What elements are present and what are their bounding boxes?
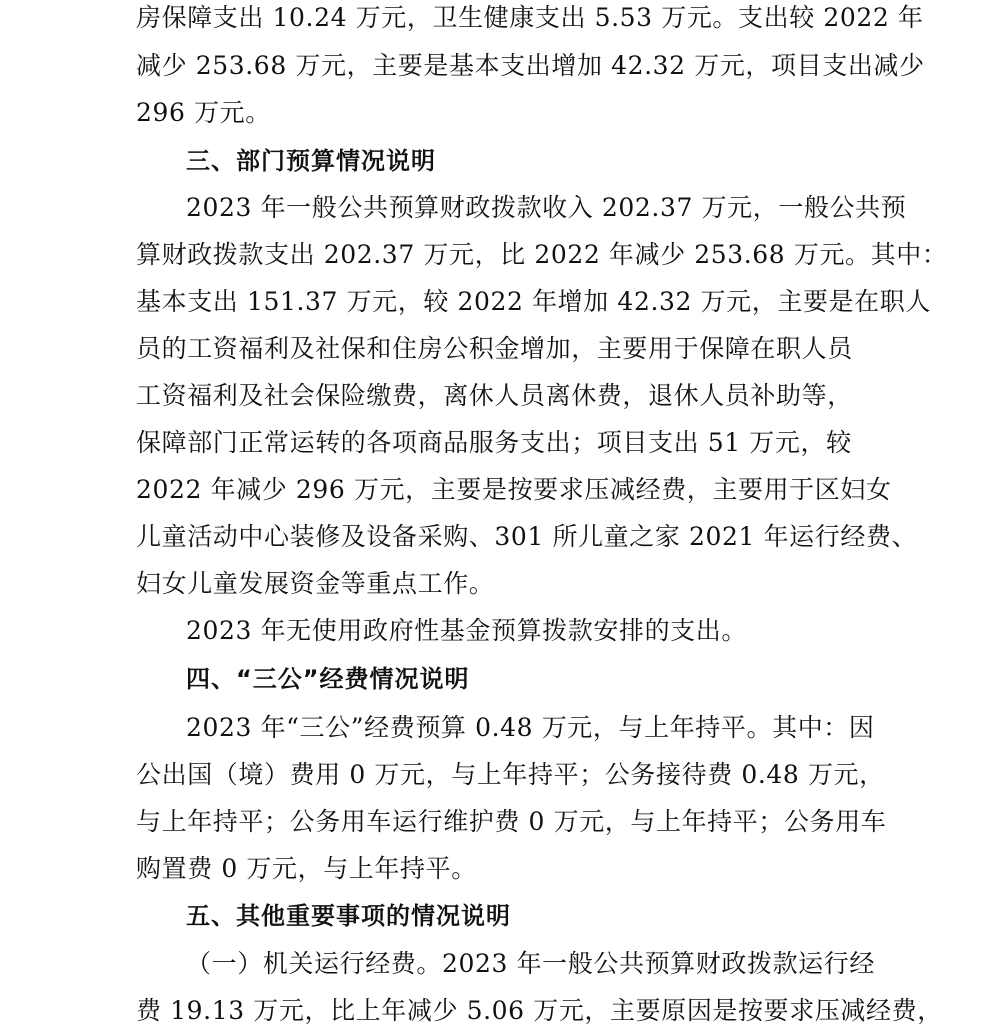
text-line-17: 公出国（境）费用 0 万元，与上年持平；公务接待费 0.48 万元， (136, 760, 885, 789)
text-line-21: （一）机关运行经费。2023 年一般公共预算财政拨款运行经 (186, 949, 875, 978)
section-heading-three-public: 四、“三公”经费情况说明 (186, 665, 470, 693)
text-line-10: 保障部门正常运转的各项商品服务支出；项目支出 51 万元，较 (136, 428, 852, 457)
text-line-12: 儿童活动中心装修及设备采购、301 所儿童之家 2021 年运行经费、 (136, 522, 918, 551)
text-line-11: 2022 年减少 296 万元，主要是按要求压减经费，主要用于区妇女 (136, 475, 892, 504)
text-line-13: 妇女儿童发展资金等重点工作。 (136, 569, 495, 598)
text-line-01: 房保障支出 10.24 万元，卫生健康支出 5.53 万元。支出较 2022 年 (136, 3, 924, 32)
text-line-05: 2023 年一般公共预算财政拨款收入 202.37 万元，一般公共预 (186, 193, 907, 222)
text-line-07: 基本支出 151.37 万元，较 2022 年增加 42.32 万元，主要是在职人 (136, 287, 931, 316)
text-line-03: 296 万元。 (136, 98, 271, 127)
text-line-02: 减少 253.68 万元，主要是基本支出增加 42.32 万元，项目支出减少 (136, 51, 925, 80)
section-heading-other-matters: 五、其他重要事项的情况说明 (186, 902, 511, 930)
text-line-09: 工资福利及社会保险缴费，离休人员离休费，退休人员补助等， (136, 381, 853, 410)
text-line-22: 费 19.13 万元，比上年减少 5.06 万元，主要原因是按要求压减经费， (136, 996, 943, 1025)
text-line-18: 与上年持平；公务用车运行维护费 0 万元，与上年持平；公务用车 (136, 807, 887, 836)
text-line-14: 2023 年无使用政府性基金预算拨款安排的支出。 (186, 616, 747, 645)
text-line-06: 算财政拨款支出 202.37 万元，比 2022 年减少 253.68 万元。其中： (136, 240, 948, 269)
text-line-19: 购置费 0 万元，与上年持平。 (136, 854, 477, 883)
text-line-16: 2023 年“三公”经费预算 0.48 万元，与上年持平。其中：因 (186, 713, 875, 742)
section-heading-budget: 三、部门预算情况说明 (186, 147, 436, 175)
text-line-08: 员的工资福利及社保和住房公积金增加，主要用于保障在职人员 (136, 334, 853, 363)
